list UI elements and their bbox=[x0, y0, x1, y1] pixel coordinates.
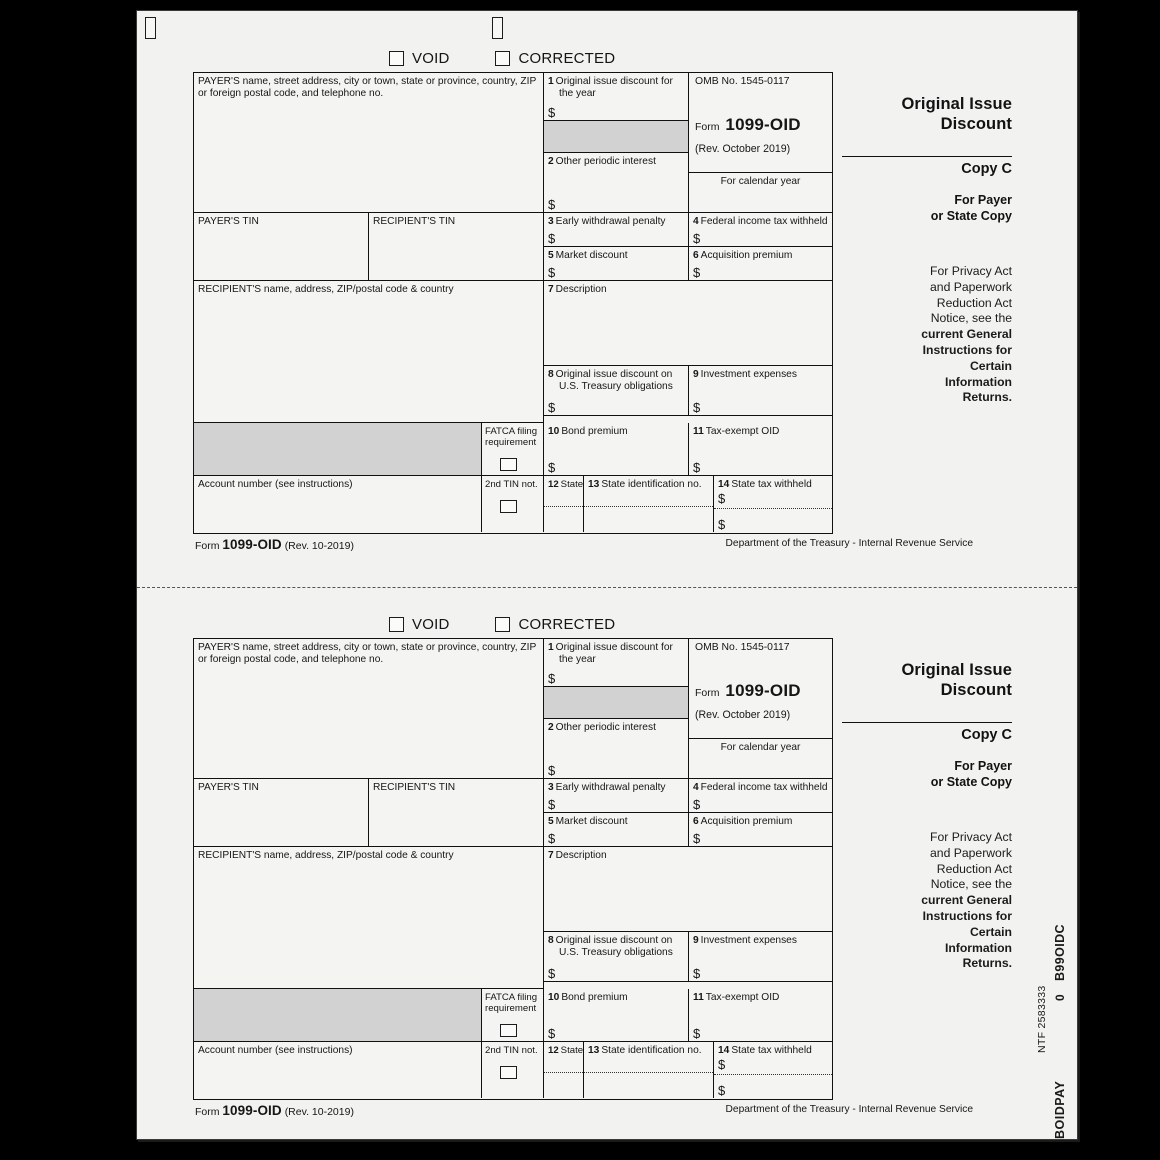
box-10-bond-premium-2[interactable] bbox=[544, 989, 689, 1042]
privacy-line-4-2: Notice, see the bbox=[930, 877, 1012, 892]
box-2-label: Other periodic interest bbox=[555, 156, 656, 167]
box-8-number: 8 bbox=[548, 369, 554, 380]
privacy-bold-line-4-2: Information bbox=[944, 940, 1012, 955]
box-9-dollar-sign: $ bbox=[693, 400, 701, 415]
recipient-name-label: RECIPIENT'S name, address, ZIP/postal code & country bbox=[198, 284, 454, 295]
box-5-number-2: 5 bbox=[548, 816, 554, 827]
box-2-dollar-sign-2: $ bbox=[548, 763, 556, 778]
box-10-dollar-sign: $ bbox=[548, 460, 556, 475]
shaded-blank-area-2 bbox=[194, 989, 482, 1042]
copy-separator-dashed-line bbox=[137, 587, 1077, 588]
box-14-dollar-sign-2-2: $ bbox=[718, 1083, 726, 1098]
footer-left bbox=[195, 537, 354, 552]
box-13-state-identification-no-2[interactable] bbox=[584, 1042, 714, 1098]
box-3-early-withdrawal-penalty[interactable] bbox=[544, 213, 689, 247]
form-number: 1099-OID bbox=[725, 115, 801, 134]
payer-tin-label-2: PAYER'S TIN bbox=[198, 782, 259, 793]
box-6-acquisition-premium-2[interactable] bbox=[689, 813, 832, 847]
perforation-tab-left bbox=[145, 17, 156, 39]
box-13-number: 13 bbox=[588, 479, 600, 490]
box-4-label-2: Federal income tax withheld bbox=[700, 782, 828, 793]
box-3-dollar-sign-2: $ bbox=[548, 797, 556, 812]
void-label-2: VOID bbox=[412, 615, 450, 633]
box-11-dollar-sign-2: $ bbox=[693, 1026, 701, 1041]
copy-label: Copy C bbox=[961, 161, 1012, 177]
box-3-early-withdrawal-penalty-2[interactable] bbox=[544, 779, 689, 813]
account-number-label-2: Account number (see instructions) bbox=[198, 1045, 353, 1056]
box-4-federal-income-tax-withheld-2[interactable] bbox=[689, 779, 832, 813]
payer-tin-field-2[interactable] bbox=[194, 779, 369, 847]
privacy-line-1-2: For Privacy Act bbox=[930, 830, 1012, 844]
product-code-vertical: B99OIDC bbox=[1053, 924, 1067, 981]
void-checkbox[interactable] bbox=[389, 51, 404, 66]
box-12-label-2: State bbox=[560, 1045, 584, 1056]
box-2-number: 2 bbox=[548, 156, 554, 167]
second-tin-label-2: 2nd TIN not. bbox=[485, 1045, 538, 1056]
box-12-number: 12 bbox=[548, 479, 559, 490]
copy-for-line2-2: or State Copy bbox=[930, 774, 1012, 789]
box-7-description[interactable] bbox=[544, 281, 832, 366]
box-6-number: 6 bbox=[693, 250, 699, 261]
fatca-label-line2-2: requirement bbox=[485, 1003, 537, 1014]
box-10-label: Bond premium bbox=[561, 426, 628, 437]
box-13-number-2: 13 bbox=[588, 1045, 600, 1056]
footer-form-number-2: 1099-OID bbox=[222, 1103, 282, 1118]
box-4-number-2: 4 bbox=[693, 782, 699, 793]
box-11-number-2: 11 bbox=[693, 992, 704, 1003]
second-tin-checkbox-2[interactable] bbox=[500, 1066, 517, 1079]
box-1-shaded-area bbox=[544, 121, 689, 153]
form-grid-frame bbox=[193, 72, 1012, 534]
omb-form-identity-block-2 bbox=[689, 639, 832, 739]
box-14-dollar-sign-1: $ bbox=[718, 491, 726, 506]
box-1-label-cont: the year bbox=[559, 87, 596, 99]
recipient-tin-label-2: RECIPIENT'S TIN bbox=[373, 782, 456, 793]
box-2-number-2: 2 bbox=[548, 722, 554, 733]
corrected-checkbox[interactable] bbox=[495, 51, 510, 66]
omb-number: OMB No. 1545-0117 bbox=[695, 76, 790, 87]
footer-left-2 bbox=[195, 1103, 354, 1118]
footer-revision: (Rev. 10-2019) bbox=[284, 540, 354, 552]
fatca-checkbox[interactable] bbox=[500, 458, 517, 471]
box-9-dollar-sign-2: $ bbox=[693, 966, 701, 981]
privacy-line-3-2: Reduction Act bbox=[936, 861, 1012, 876]
box-7-label-2: Description bbox=[555, 850, 607, 861]
box-13-label-2: State identification no. bbox=[601, 1045, 702, 1056]
box-3-number: 3 bbox=[548, 216, 554, 227]
box-1-number: 1 bbox=[548, 76, 554, 87]
box-3-dollar-sign: $ bbox=[548, 231, 556, 246]
box-9-investment-expenses-2[interactable] bbox=[689, 932, 832, 982]
form-revision-date: (Rev. October 2019) bbox=[695, 143, 791, 155]
box-11-number: 11 bbox=[693, 426, 704, 437]
fatca-checkbox-2[interactable] bbox=[500, 1024, 517, 1037]
box-7-label: Description bbox=[555, 284, 607, 295]
box-4-number: 4 bbox=[693, 216, 699, 227]
box-3-label-2: Early withdrawal penalty bbox=[555, 782, 666, 793]
box-12-label: State bbox=[560, 479, 584, 490]
privacy-line-3: Reduction Act bbox=[936, 295, 1012, 310]
form-copy-top bbox=[193, 47, 1013, 554]
box-6-number-2: 6 bbox=[693, 816, 699, 827]
box-14-dollar-sign-1-2: $ bbox=[718, 1057, 726, 1072]
box-14-state-tax-withheld-2[interactable] bbox=[714, 1042, 832, 1098]
copy-label-2: Copy C bbox=[961, 727, 1012, 743]
box-5-dollar-sign-2: $ bbox=[548, 831, 556, 846]
box-8-label-2: Original issue discount on bbox=[555, 935, 673, 946]
privacy-bold-line-4: Information bbox=[944, 374, 1012, 389]
payer-name-label-2: PAYER'S name, street address, city or town, state or province, country, ZIP or foreign postal code, and telephone no. bbox=[198, 642, 537, 665]
omb-number-2: OMB No. 1545-0117 bbox=[695, 642, 790, 653]
form-title-2 bbox=[842, 642, 1012, 700]
second-tin-label: 2nd TIN not. bbox=[485, 479, 538, 490]
box-1-label-2: Original issue discount for bbox=[555, 642, 673, 653]
box-8-label-cont-2: U.S. Treasury obligations bbox=[559, 946, 673, 958]
recipient-tin-label: RECIPIENT'S TIN bbox=[373, 216, 456, 227]
account-number-field-2[interactable] bbox=[194, 1042, 482, 1098]
privacy-line-2: and Paperwork bbox=[930, 279, 1012, 294]
privacy-bold-line-3: Certain bbox=[970, 358, 1012, 373]
fatca-filing-requirement-field[interactable] bbox=[482, 423, 544, 476]
box-6-acquisition-premium[interactable] bbox=[689, 247, 832, 281]
box-2-dollar-sign: $ bbox=[548, 197, 556, 212]
box-6-dollar-sign: $ bbox=[693, 265, 701, 280]
box-10-dollar-sign-2: $ bbox=[548, 1026, 556, 1041]
box-10-label-2: Bond premium bbox=[561, 992, 628, 1003]
box-9-number-2: 9 bbox=[693, 935, 699, 946]
box-1-dollar-sign-2: $ bbox=[548, 671, 556, 686]
payer-tin-field[interactable] bbox=[194, 213, 369, 281]
form-title-line1: Original Issue bbox=[901, 95, 1012, 113]
box-14-number-2: 14 bbox=[718, 1045, 730, 1056]
box-10-number-2: 10 bbox=[548, 992, 560, 1003]
copy-recipient-block bbox=[842, 178, 1012, 224]
privacy-bold-line-5: Returns. bbox=[962, 390, 1012, 405]
box-13-divider bbox=[584, 506, 713, 507]
void-corrected-row bbox=[389, 47, 1013, 69]
box-1-shaded-area-2 bbox=[544, 687, 689, 719]
fatca-label-line2: requirement bbox=[485, 437, 537, 448]
box-14-number: 14 bbox=[718, 479, 730, 490]
box-12-divider bbox=[544, 506, 583, 507]
calendar-year-field-2[interactable] bbox=[689, 739, 832, 779]
fatca-label-line1: FATCA filing bbox=[485, 426, 538, 437]
right-info-column-2 bbox=[842, 642, 1012, 972]
payer-tin-label: PAYER'S TIN bbox=[198, 216, 259, 227]
recipient-name-field[interactable] bbox=[194, 281, 544, 423]
form-prefix-label-2: Form bbox=[695, 687, 720, 699]
shaded-blank-area bbox=[194, 423, 482, 476]
second-tin-notice-field[interactable] bbox=[482, 476, 544, 532]
box-7-description-2[interactable] bbox=[544, 847, 832, 932]
box-12-state-2[interactable] bbox=[544, 1042, 584, 1098]
box-12-state[interactable] bbox=[544, 476, 584, 532]
box-4-label: Federal income tax withheld bbox=[700, 216, 828, 227]
zero-code-vertical: 0 bbox=[1053, 994, 1067, 1001]
payer-code-vertical: BOIDPAY bbox=[1053, 1080, 1067, 1139]
void-label: VOID bbox=[412, 49, 450, 67]
account-number-field[interactable] bbox=[194, 476, 482, 532]
box-12-divider-2 bbox=[544, 1072, 583, 1073]
second-tin-checkbox[interactable] bbox=[500, 500, 517, 513]
privacy-bold-line-2-2: Instructions for bbox=[922, 908, 1012, 923]
box-9-label: Investment expenses bbox=[700, 369, 797, 380]
recipient-tin-field-2[interactable] bbox=[369, 779, 544, 847]
form-footer bbox=[193, 536, 973, 554]
box-5-market-discount-2[interactable] bbox=[544, 813, 689, 847]
box-9-number: 9 bbox=[693, 369, 699, 380]
footer-form-number: 1099-OID bbox=[222, 537, 282, 552]
box-13-state-identification-no[interactable] bbox=[584, 476, 714, 532]
form-title-line2: Discount bbox=[940, 115, 1012, 133]
box-11-label-2: Tax-exempt OID bbox=[705, 992, 780, 1003]
box-8-number-2: 8 bbox=[548, 935, 554, 946]
box-4-dollar-sign-2: $ bbox=[693, 797, 701, 812]
corrected-label: CORRECTED bbox=[518, 49, 616, 67]
payer-name-field-2[interactable] bbox=[194, 639, 544, 779]
box-7-number-2: 7 bbox=[548, 850, 554, 861]
privacy-act-notice bbox=[842, 224, 1012, 406]
box-1-label-cont-2: the year bbox=[559, 653, 596, 665]
paper-sheet bbox=[136, 10, 1078, 1140]
box-13-label: State identification no. bbox=[601, 479, 702, 490]
box-7-number: 7 bbox=[548, 284, 554, 295]
box-11-tax-exempt-oid-2[interactable] bbox=[689, 989, 832, 1042]
calendar-year-field[interactable] bbox=[689, 173, 832, 213]
form-title-line2-2: Discount bbox=[940, 681, 1012, 699]
fatca-label-line1-2: FATCA filing bbox=[485, 992, 538, 1003]
form-footer-2 bbox=[193, 1102, 973, 1120]
copy-for-line2: or State Copy bbox=[930, 208, 1012, 223]
privacy-bold-line-1: current General bbox=[921, 327, 1012, 342]
box-14-label-2: State tax withheld bbox=[731, 1045, 812, 1056]
box-5-number: 5 bbox=[548, 250, 554, 261]
corrected-checkbox-2[interactable] bbox=[495, 617, 510, 632]
box-5-market-discount[interactable] bbox=[544, 247, 689, 281]
side-print-codes bbox=[1025, 871, 1065, 1141]
privacy-line-4: Notice, see the bbox=[930, 311, 1012, 326]
box-9-label-2: Investment expenses bbox=[700, 935, 797, 946]
privacy-bold-line-3-2: Certain bbox=[970, 924, 1012, 939]
fatca-filing-requirement-field-2[interactable] bbox=[482, 989, 544, 1042]
recipient-tin-field[interactable] bbox=[369, 213, 544, 281]
box-4-federal-income-tax-withheld[interactable] bbox=[689, 213, 832, 247]
box-2-other-periodic-interest-2[interactable] bbox=[544, 719, 689, 779]
box-5-label-2: Market discount bbox=[555, 816, 628, 827]
box-2-label-2: Other periodic interest bbox=[555, 722, 656, 733]
privacy-bold-line-1-2: current General bbox=[921, 893, 1012, 908]
box-6-label-2: Acquisition premium bbox=[700, 816, 793, 827]
box-14-divider-2 bbox=[714, 1074, 832, 1075]
box-3-label: Early withdrawal penalty bbox=[555, 216, 666, 227]
footer-agency-2: Department of the Treasury - Internal Revenue Service bbox=[725, 1104, 973, 1115]
box-2-other-periodic-interest[interactable] bbox=[544, 153, 689, 213]
privacy-line-1: For Privacy Act bbox=[930, 264, 1012, 278]
form-title-line1-2: Original Issue bbox=[901, 661, 1012, 679]
ntf-code-vertical: NTF 2583333 bbox=[1036, 985, 1048, 1053]
footer-form-prefix-2: Form bbox=[195, 1106, 220, 1118]
payer-name-label: PAYER'S name, street address, city or town, state or province, country, ZIP or foreign postal code, and telephone no. bbox=[198, 76, 537, 99]
privacy-act-notice-2 bbox=[842, 790, 1012, 972]
box-6-label: Acquisition premium bbox=[700, 250, 793, 261]
form-copy-bottom bbox=[193, 613, 1013, 1120]
box-1-number-2: 1 bbox=[548, 642, 554, 653]
payer-name-field[interactable] bbox=[194, 73, 544, 213]
corrected-label-2: CORRECTED bbox=[518, 615, 616, 633]
footer-agency: Department of the Treasury - Internal Revenue Service bbox=[725, 538, 973, 549]
omb-form-identity-block bbox=[689, 73, 832, 173]
privacy-line-2-2: and Paperwork bbox=[930, 845, 1012, 860]
calendar-year-label-2: For calendar year bbox=[720, 742, 801, 753]
box-11-dollar-sign: $ bbox=[693, 460, 701, 475]
box-1-label: Original issue discount for bbox=[555, 76, 673, 87]
recipient-name-field-2[interactable] bbox=[194, 847, 544, 989]
perforation-tab-center bbox=[492, 17, 503, 39]
calendar-year-label: For calendar year bbox=[720, 176, 801, 187]
form-number-2: 1099-OID bbox=[725, 681, 801, 700]
recipient-name-label-2: RECIPIENT'S name, address, ZIP/postal code & country bbox=[198, 850, 454, 861]
box-12-number-2: 12 bbox=[548, 1045, 559, 1056]
box-14-state-tax-withheld[interactable] bbox=[714, 476, 832, 532]
form-prefix-label: Form bbox=[695, 121, 720, 133]
right-info-column bbox=[842, 76, 1012, 406]
copy-for-line1-2: For Payer bbox=[954, 759, 1012, 773]
box-11-label: Tax-exempt OID bbox=[705, 426, 780, 437]
box-6-dollar-sign-2: $ bbox=[693, 831, 701, 846]
copy-recipient-block-2 bbox=[842, 744, 1012, 790]
box-8-oid-us-treasury-2[interactable] bbox=[544, 932, 689, 982]
box-1-original-issue-discount-2[interactable] bbox=[544, 639, 689, 687]
footer-form-prefix: Form bbox=[195, 540, 220, 552]
copy-for-line1: For Payer bbox=[954, 193, 1012, 207]
account-number-label: Account number (see instructions) bbox=[198, 479, 353, 490]
box-5-label: Market discount bbox=[555, 250, 628, 261]
box-5-dollar-sign: $ bbox=[548, 265, 556, 280]
box-8-dollar-sign: $ bbox=[548, 400, 556, 415]
form-grid-frame-2 bbox=[193, 638, 1012, 1100]
box-4-dollar-sign: $ bbox=[693, 231, 701, 246]
void-corrected-row-2 bbox=[389, 613, 1013, 635]
box-14-label: State tax withheld bbox=[731, 479, 812, 490]
box-8-label-cont: U.S. Treasury obligations bbox=[559, 380, 673, 392]
box-3-number-2: 3 bbox=[548, 782, 554, 793]
form-revision-date-2: (Rev. October 2019) bbox=[695, 709, 791, 721]
box-11-tax-exempt-oid[interactable] bbox=[689, 423, 832, 476]
box-8-dollar-sign-2: $ bbox=[548, 966, 556, 981]
box-8-label: Original issue discount on bbox=[555, 369, 673, 380]
form-title bbox=[842, 76, 1012, 134]
box-14-dollar-sign-2: $ bbox=[718, 517, 726, 532]
box-8-oid-us-treasury[interactable] bbox=[544, 366, 689, 416]
second-tin-notice-field-2[interactable] bbox=[482, 1042, 544, 1098]
privacy-bold-line-5-2: Returns. bbox=[962, 956, 1012, 971]
box-13-divider-2 bbox=[584, 1072, 713, 1073]
box-14-divider bbox=[714, 508, 832, 509]
footer-revision-2: (Rev. 10-2019) bbox=[284, 1106, 354, 1118]
box-1-original-issue-discount[interactable] bbox=[544, 73, 689, 121]
box-10-bond-premium[interactable] bbox=[544, 423, 689, 476]
box-9-investment-expenses[interactable] bbox=[689, 366, 832, 416]
box-1-dollar-sign: $ bbox=[548, 105, 556, 120]
box-10-number: 10 bbox=[548, 426, 560, 437]
void-checkbox-2[interactable] bbox=[389, 617, 404, 632]
privacy-bold-line-2: Instructions for bbox=[922, 342, 1012, 357]
